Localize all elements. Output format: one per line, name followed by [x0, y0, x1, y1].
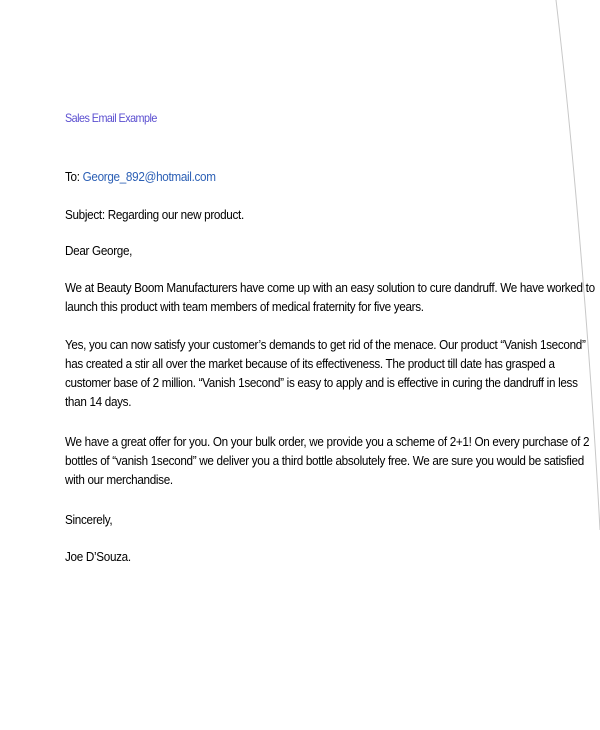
paragraph-line: We have a great offer for you. On your bulk order, we provide you a scheme of 2+1! On every purchase of 2 — [65, 434, 590, 449]
to-label: To: — [65, 169, 80, 184]
signature: Joe D’Souza. — [65, 549, 131, 564]
paragraph-line: with our merchandise. — [65, 472, 173, 487]
paragraph-line: than 14 days. — [65, 394, 132, 409]
paragraph-product — [65, 335, 586, 411]
greeting: Dear George, — [65, 243, 133, 258]
recipient-line — [65, 167, 216, 186]
closing: Sincerely, — [65, 512, 113, 527]
subject-line: Subject: Regarding our new product. — [65, 207, 244, 222]
paragraph-line: Yes, you can now satisfy your customer’s demands to get rid of the menace. Our product “Vanish 1second” — [65, 337, 586, 352]
paragraph-line: bottles of “vanish 1second” we deliver you a third bottle absolutely free. We are sure you would be satisfied — [65, 453, 584, 468]
paragraph-introduction — [65, 278, 595, 316]
recipient-email-link[interactable]: George_892@hotmail.com — [82, 169, 216, 184]
paragraph-line: has created a stir all over the market because of its effectiveness. The product till date has grasped a — [65, 356, 555, 371]
paragraph-offer — [65, 432, 590, 489]
document-title: Sales Email Example — [65, 111, 157, 125]
paragraph-line: launch this product with team members of medical fraternity for five years. — [65, 299, 424, 314]
paragraph-line: We at Beauty Boom Manufacturers have come up with an easy solution to cure dandruff. We have worked to — [65, 280, 595, 295]
paragraph-line: customer base of 2 million. “Vanish 1second” is easy to apply and is effective in curing the dandruff in less — [65, 375, 578, 390]
